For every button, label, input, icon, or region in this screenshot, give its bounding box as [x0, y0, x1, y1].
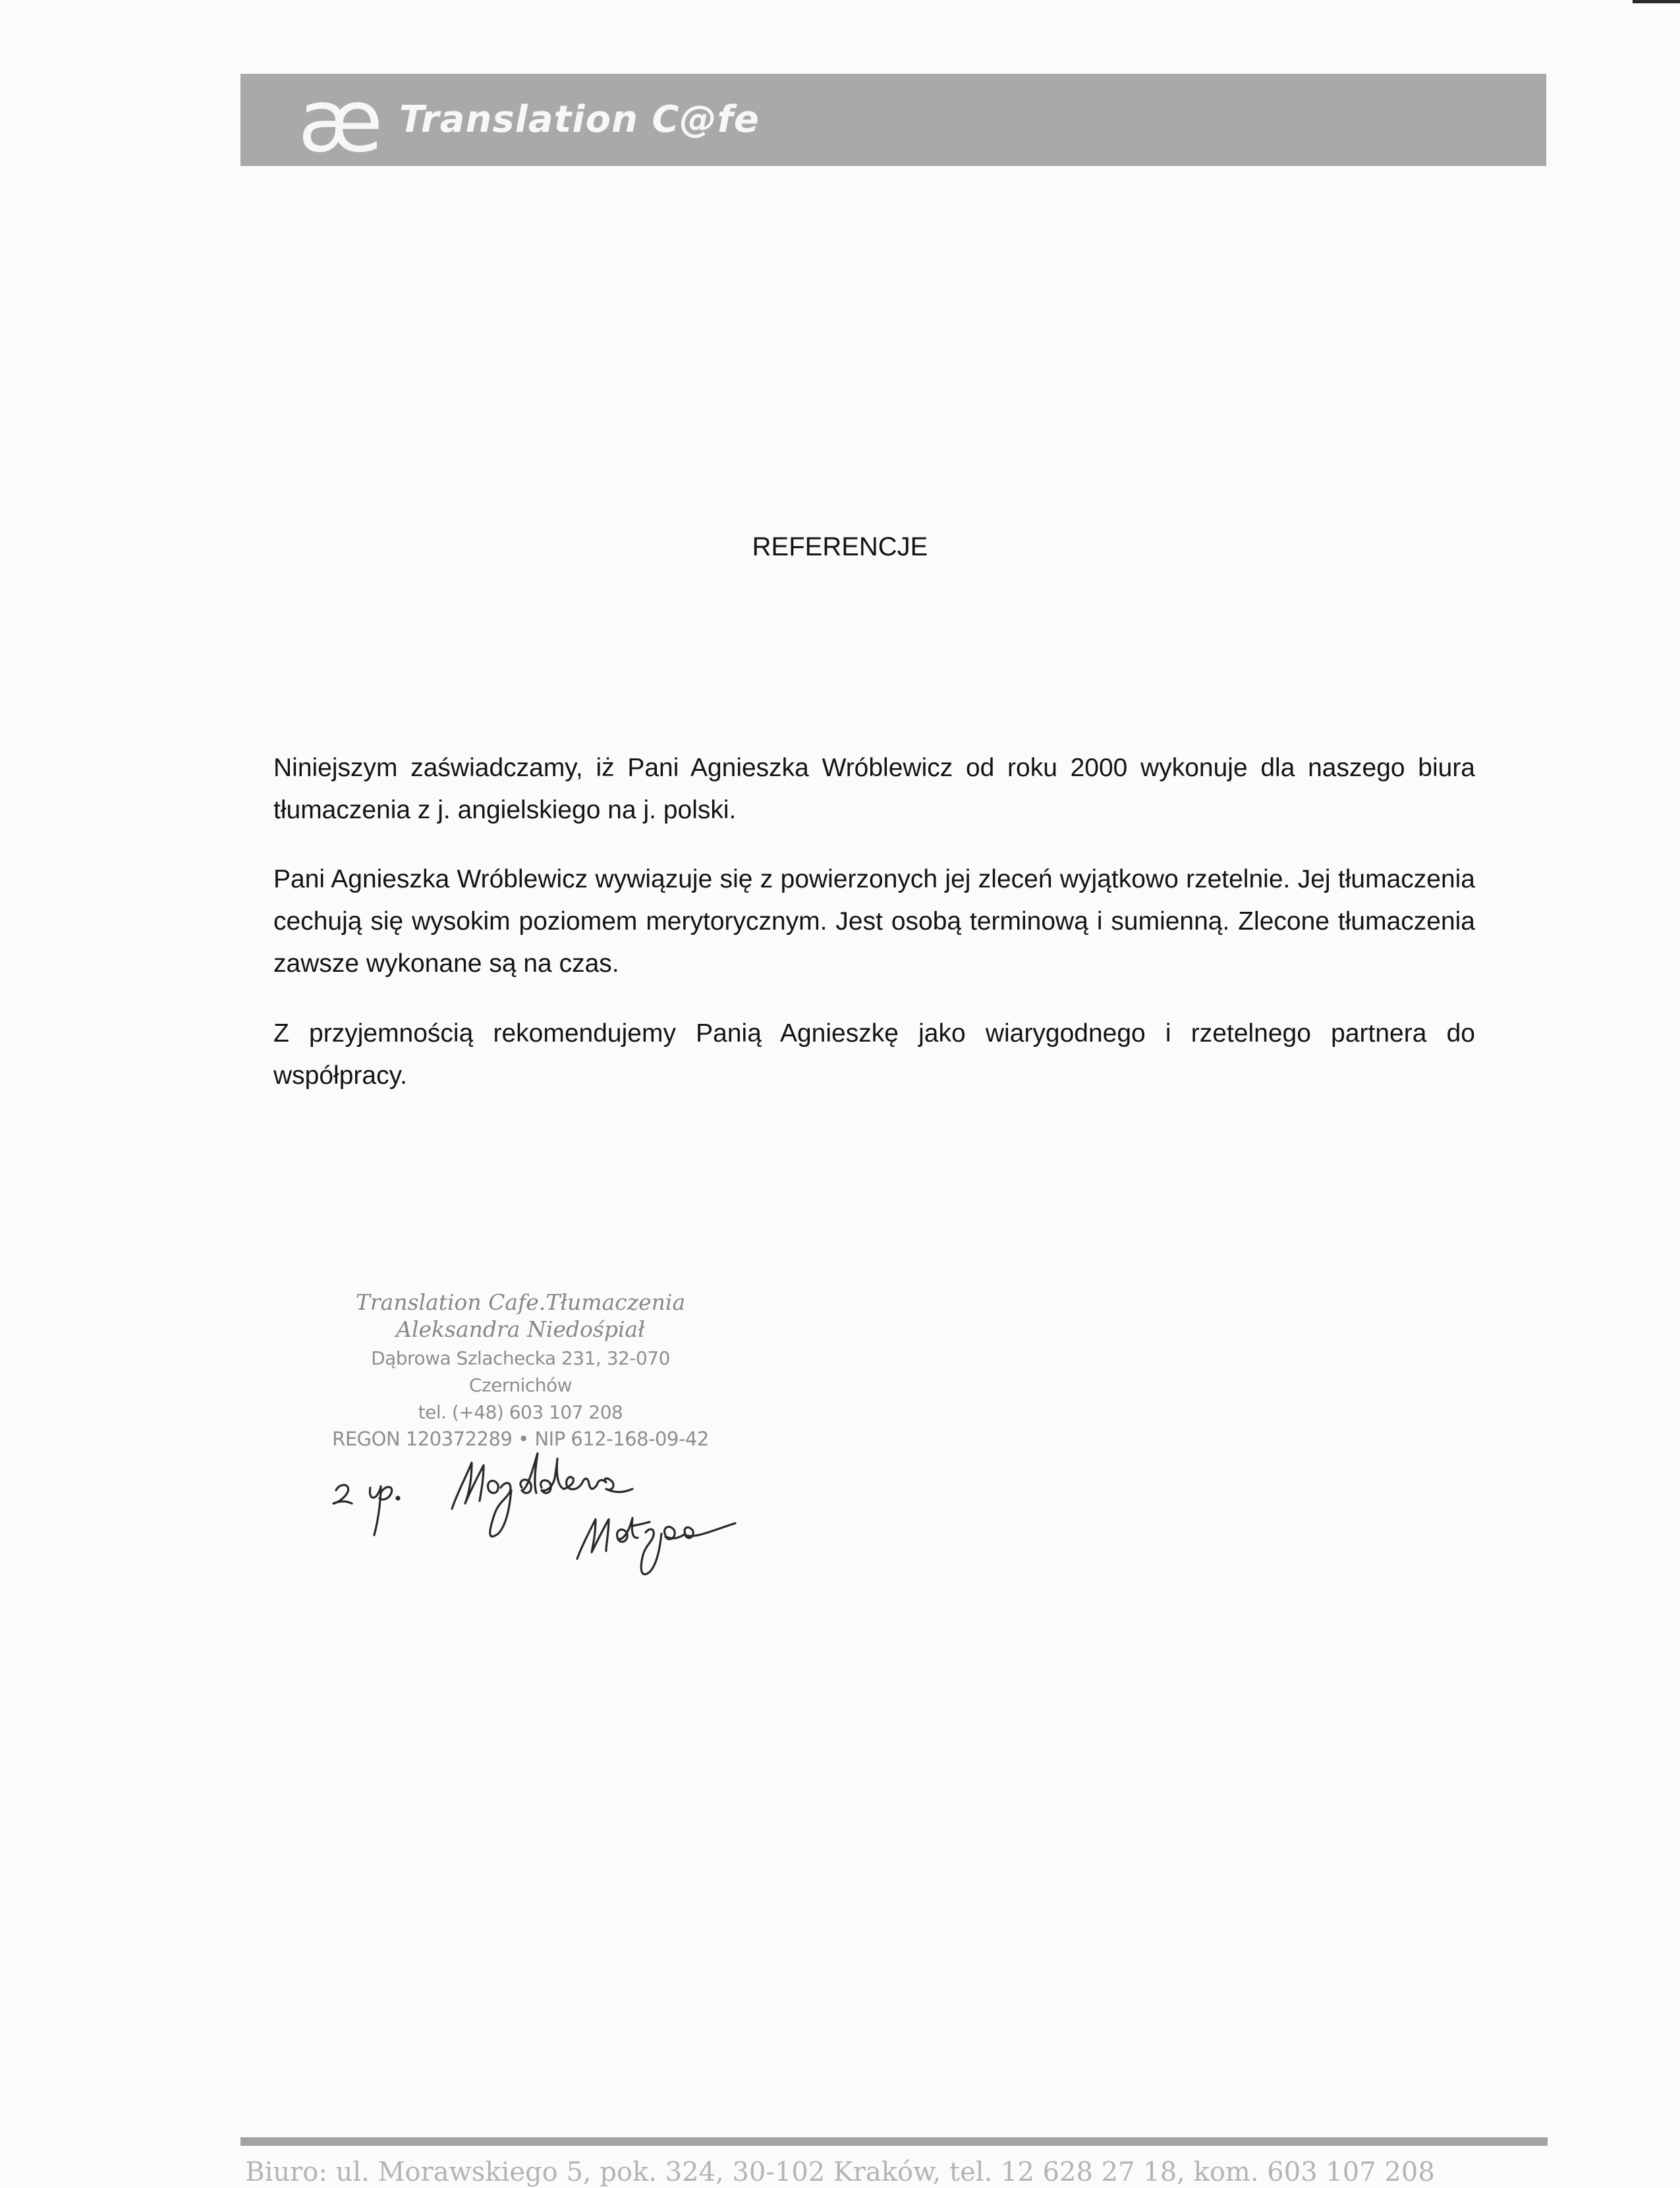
- stamp-company-name: Translation Cafe.Tłumaczenia: [355, 1289, 686, 1315]
- signature-stroke-magdalena-rest: [488, 1453, 632, 1536]
- stamp-phone: tel. (+48) 603 107 208: [418, 1401, 623, 1423]
- paragraph-2: [273, 858, 1475, 985]
- paragraph-3: [273, 1013, 1475, 1097]
- logo-ae-icon: æ: [298, 70, 381, 172]
- paragraph-text: Pani Agnieszka Wróblewicz wywiązuje się z powierzonych jej zleceń wyjątkowo rzetelnie. Jej tłumaczenia cechują się wysokim poziomem merytorycznym. Jest osobą terminową i sumienną. Zlecone tłumaczenia zawsze wykonane są na czas.: [273, 865, 1475, 978]
- signature-dot: [397, 1497, 399, 1500]
- stamp-owner-name: Aleksandra Niedośpiał: [396, 1316, 645, 1342]
- signature-stroke-magdalena-m: [452, 1463, 484, 1509]
- signature-stroke-up: [370, 1486, 391, 1535]
- footer-office-address: Biuro: ul. Morawskiego 5, pok. 324, 30-102 Kraków, tel. 12 628 27 18, kom. 603 107 208: [245, 2157, 1435, 2187]
- paragraph-text: Niniejszym zaświadczamy, iż Pani Agnieszka Wróblewicz od roku 2000 wykonuje dla naszego biura tłumaczenia z j. angielskiego na j. polski.: [273, 754, 1475, 824]
- paragraph-1: [273, 747, 1475, 831]
- brand-name: Translation C@fe: [399, 98, 760, 141]
- footer-band: [240, 2137, 1548, 2146]
- stamp-registration: REGON 120372289 • NIP 612-168-09-42: [332, 1428, 709, 1450]
- signature-stroke-z: [333, 1485, 352, 1503]
- handwritten-signature: [316, 1430, 777, 1588]
- document-title: REFERENCJE: [752, 532, 928, 561]
- signature-stroke-matyga: [577, 1518, 735, 1575]
- company-stamp: [329, 1289, 712, 1453]
- signature-strokes: [316, 1430, 777, 1588]
- paragraph-text: Z przyjemnością rekomendujemy Panią Agnieszkę jako wiarygodnego i rzetelnego partnera do współpracy.: [273, 1019, 1475, 1090]
- stamp-address: Dąbrowa Szlachecka 231, 32-070 Czernichów: [371, 1347, 670, 1396]
- scan-edge-mark: [1633, 0, 1680, 3]
